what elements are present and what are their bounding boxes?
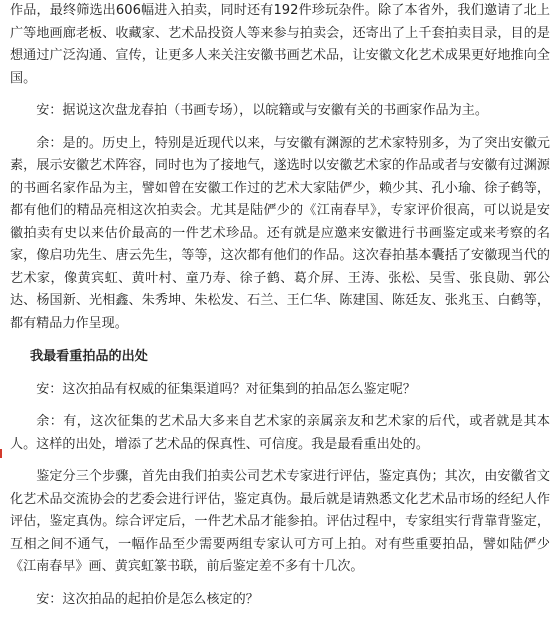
section-heading: 我最看重拍品的出处 xyxy=(30,349,148,364)
paragraph-question-theme: 安：据说这次盘龙春拍（书画专场），以皖籍或与安徽有关的书画家作品为主。 xyxy=(36,103,488,118)
left-edge-marker xyxy=(0,449,2,458)
paragraph-question-price: 安：这次拍品的起拍价是怎么核定的？ xyxy=(36,591,259,607)
paragraph-answer-artists: 余：是的。历史上，特别是近现代以来，与安徽有渊源的艺术家特别多，为了突出安徽元素，展示安徽艺术阵容，同时也为了接地气，遂选时以安徽艺术家的作品或者与安徽有过渊源的书画名家作品为主，譬如曾在安徽工作过的艺术大家陆俨少，赖少其、孔小瑜、徐子鹤等，都有他们的精品亮相这次拍卖会。尤其是陆俨少的《江南春早》，专家评价很高，可以说是安徽拍卖有史以来估价最高的一件艺术珍品。还有就是应邀来安徽进行书画鉴定或来考察的名家，像启功先生、唐云先生，等等，这次都有他们的作品。这次春拍基本囊括了安徽现当代的艺术家，像黄宾虹、黄叶村、童乃寿、徐子鹤、葛介屏、王涛、张松、吴雪、张良勋、郭公达、杨国新、光相鑫、朱秀坤、朱松发、石兰、王仁华、陈建国、陈廷友、张兆玉、白鹤等，都有精品力作呈现。 xyxy=(10,135,550,331)
article-body xyxy=(10,0,550,611)
paragraph-answer-source: 余：有，这次征集的艺术品大多来自艺术家的亲属亲友和艺术家的后代，或者就是其本人。这样的出处，增添了艺术品的保真性、可信度。我是最看重出处的。 xyxy=(10,414,550,452)
paragraph-intro: 作品，最终筛选出606幅进入拍卖，同时还有192件珍玩杂件。除了本省外，我们邀请了北上广等地画廊老板、收藏家、艺术品投资人等来参与拍卖会，还寄出了上千套拍卖目录，目的是想通过广泛沟通、宣传，让更多人来关注安徽书画艺术品，让安徽文化艺术成果更好地推向全国。 xyxy=(10,3,550,86)
paragraph-question-source: 安：这次拍品有权威的征集渠道吗？对征集到的拍品怎么鉴定呢？ xyxy=(36,381,416,397)
paragraph-appraisal-steps: 鉴定分三个步骤，首先由我们拍卖公司艺术专家进行评估，鉴定真伪；其次，由安徽省文化艺术品交流协会的艺委会进行评估，鉴定真伪。最后就是请熟悉文化艺术品市场的经纪人作评估，鉴定真伪。综合评定后，一件艺术品才能参拍。评估过程中，专家组实行背靠背鉴定，互相之间不通气，一幅作品至少需要两组专家认可方可上拍。对有些重要拍品，譬如陆俨少《江南春早》画、黄宾虹篆书联，前后鉴定差不多有十几次。 xyxy=(10,469,550,574)
